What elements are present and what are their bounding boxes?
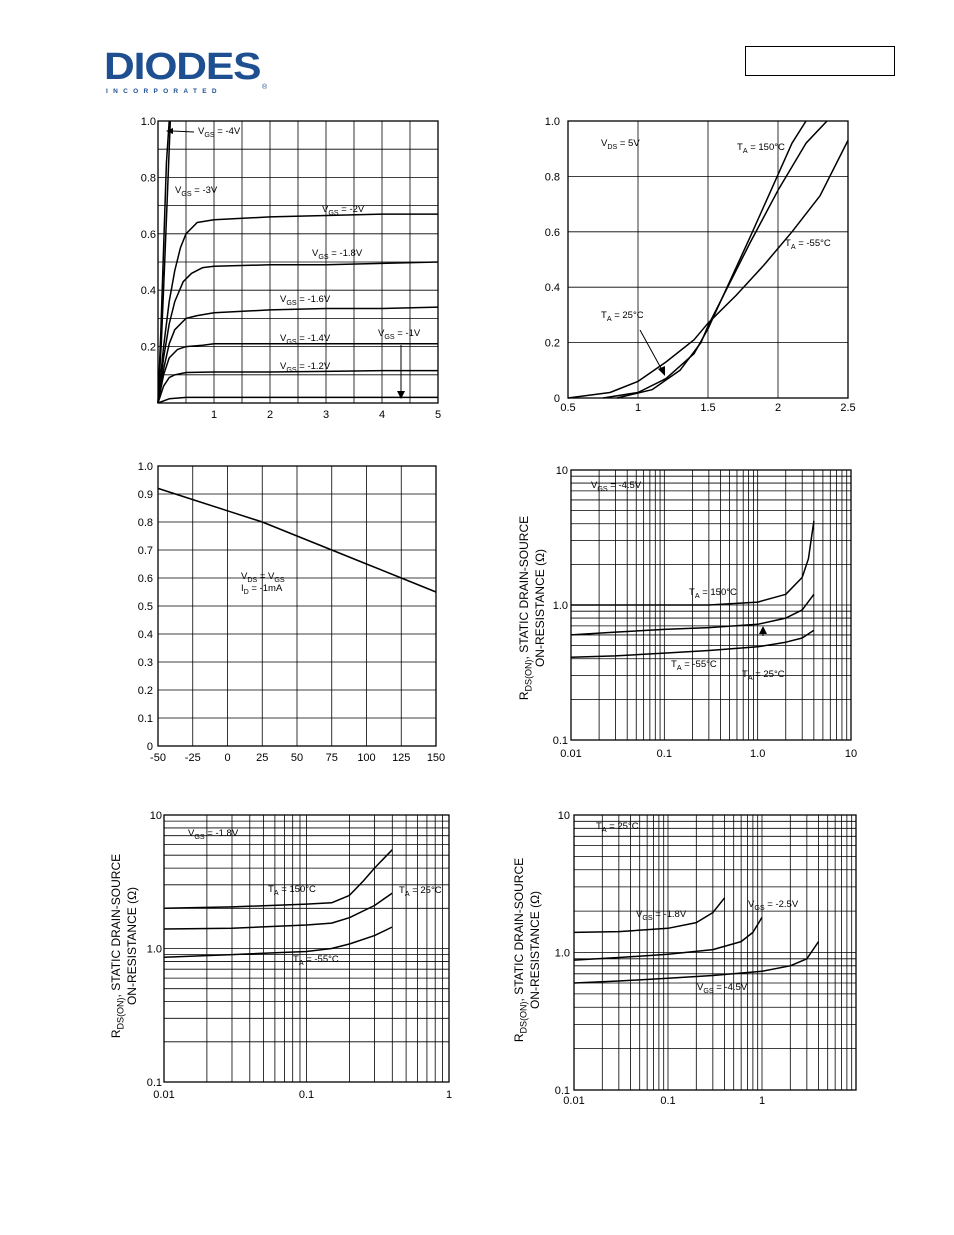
annotation-label: $T_A = 25^\circ C$	[742, 669, 785, 682]
y-tick-label: 0.1	[137, 713, 153, 725]
y-tick-label: 10	[557, 810, 570, 822]
annotation-label: $V_{GS} = -1.4V$	[280, 333, 331, 346]
x-tick-label: 1.5	[700, 402, 716, 414]
y-tick-label: 0.3	[137, 657, 153, 669]
y-tick-label: 0.8	[544, 171, 560, 184]
y-tick-label: 1.0	[146, 943, 162, 956]
chart-3	[138, 461, 445, 764]
annotation-label: $V_{DS} = V_{GS}$	[241, 571, 285, 584]
logo-subtitle: INCORPORATED	[106, 88, 222, 95]
y-tick-label: 0	[553, 393, 560, 405]
annotation-label: $V_{GS} = -3V$	[175, 185, 218, 198]
x-tick-label: 125	[392, 752, 411, 764]
annotation-label: $T_A = -55^\circ C$	[293, 954, 339, 967]
series-line-1	[164, 850, 392, 909]
chart-5	[109, 810, 452, 1101]
y-tick-label: 0.4	[137, 629, 153, 641]
annotation-label: $V_{GS} = -1.2V$	[280, 361, 331, 374]
annotation-label: $V_{GS} = -1.8V$	[636, 909, 687, 922]
annotation-label: $T_A = 25^\circ C$	[399, 885, 442, 898]
y-tick-label: 0.6	[544, 226, 560, 239]
x-tick-label: -50	[150, 752, 166, 764]
y-tick-label: 1.0	[137, 461, 153, 473]
chart-2	[545, 116, 856, 414]
x-tick-label: 2	[266, 409, 274, 421]
series-line-2	[617, 121, 827, 398]
annotation-label: $T_A = -55^\circ C$	[671, 659, 717, 672]
x-tick-label: 0.1	[660, 1095, 676, 1107]
y-tick-label: 0.2	[137, 685, 153, 697]
y-tick-label: 0.6	[140, 228, 156, 241]
annotation-label: $V_{GS} = -1.8V$	[188, 828, 239, 841]
y-axis-label	[109, 854, 139, 1038]
annotation-label: $T_A = 25^\circ C$	[601, 310, 644, 323]
x-tick-label: -25	[184, 752, 201, 764]
x-tick-label: 0.01	[563, 1095, 585, 1107]
chart-2-grid	[568, 121, 848, 398]
y-tick-label: 10	[149, 810, 162, 822]
annotation-label: $T_A = -55^\circ C$	[785, 238, 831, 251]
chart-5-grid	[164, 815, 449, 1082]
y-tick-label: 1.0	[544, 116, 560, 128]
y-tick-label: 0.1	[146, 1077, 162, 1089]
annotation-arrow	[640, 330, 662, 370]
annotation-label: $T_A = 150^\circ C$	[689, 587, 737, 600]
x-tick-label: 0.01	[153, 1089, 175, 1101]
annotation-label: $I_D = -1mA$	[241, 583, 283, 596]
x-tick-label: 1	[210, 409, 218, 421]
x-tick-label: 3	[322, 409, 330, 421]
x-tick-label: 0	[224, 752, 231, 764]
annotation-label: $V_{GS} = -4.5V$	[591, 480, 642, 493]
x-tick-label: 4	[378, 409, 386, 421]
y-tick-label: 1.0	[140, 116, 156, 128]
x-tick-label: 5	[434, 409, 442, 421]
y-tick-label: 0.2	[140, 341, 156, 354]
annotation-arrowhead	[759, 626, 767, 634]
annotation-label: $T_A = 25^\circ C$	[596, 821, 639, 834]
annotation-label: $V_{GS} = -2V$	[322, 204, 365, 217]
y-axis-label-line1: $R_{DS(ON)}$, STATIC DRAIN-SOURCE	[109, 853, 126, 1039]
chart-1	[141, 116, 441, 421]
x-tick-label: 10	[844, 748, 858, 760]
chart-6	[512, 810, 856, 1107]
chart-3-grid	[158, 466, 436, 746]
y-axis-label	[517, 516, 547, 700]
x-tick-label: 75	[325, 752, 338, 764]
y-tick-label: 0.6	[137, 573, 153, 585]
annotation-label: $T_A = 150^\circ C$	[737, 142, 785, 155]
annotation-label: $V_{GS} = -4V$	[198, 126, 241, 139]
annotation-label: $T_A = 150^\circ C$	[268, 884, 316, 897]
series-line-3	[164, 927, 392, 957]
x-tick-label: 2.5	[840, 402, 856, 414]
y-tick-label: 10	[555, 465, 568, 477]
y-tick-label: 0.5	[137, 601, 153, 613]
y-tick-label: 0.8	[137, 517, 153, 529]
y-tick-label: 0.7	[137, 545, 153, 557]
y-tick-label: 0.4	[544, 282, 560, 295]
y-axis-label	[512, 858, 542, 1042]
x-tick-label: 1	[758, 1095, 766, 1107]
annotation-label: $V_{GS} = -2.5V$	[748, 899, 799, 912]
x-tick-label: 1	[634, 402, 642, 414]
annotation-label: $V_{GS} = -1V$	[378, 328, 421, 341]
y-tick-label: 1.0	[552, 600, 568, 612]
series-line-1	[603, 121, 806, 398]
x-tick-label: 0.01	[560, 748, 582, 760]
x-tick-label: 0.5	[560, 402, 576, 414]
y-tick-label: 0.8	[140, 172, 156, 185]
y-tick-label: 0.4	[140, 285, 156, 298]
series-line-2	[164, 893, 392, 929]
x-tick-label: 1.0	[750, 748, 766, 760]
annotation-label: $V_{GS} = -4.5V$	[697, 982, 748, 995]
y-tick-label: 1.0	[554, 947, 570, 960]
x-tick-label: 2	[774, 402, 782, 414]
y-axis-label-line1: $R_{DS(ON)}$, STATIC DRAIN-SOURCE	[512, 857, 529, 1043]
chart-4	[517, 465, 857, 760]
y-tick-label: 0.9	[137, 489, 153, 501]
annotation-label: $V_{GS} = -1.8V$	[312, 248, 363, 261]
annotation-label: $V_{DS} = 5V$	[601, 138, 640, 151]
y-tick-label: 0	[146, 741, 153, 753]
x-tick-label: 25	[256, 752, 269, 764]
y-tick-label: 0.1	[554, 1085, 570, 1097]
y-axis-label-line1: $R_{DS(ON)}$, STATIC DRAIN-SOURCE	[517, 515, 534, 701]
y-axis-label-line2: ON-RESISTANCE (Ω)	[528, 890, 542, 1010]
annotation-arrow	[172, 131, 194, 132]
chart-6-grid	[574, 815, 856, 1090]
x-tick-label: 100	[357, 752, 376, 764]
annotation-label: $V_{GS} = -1.6V$	[280, 294, 331, 307]
x-tick-label: 150	[426, 752, 446, 764]
x-tick-label: 1	[445, 1089, 453, 1101]
y-tick-label: 0.2	[544, 337, 560, 350]
y-axis-label-line2: ON-RESISTANCE (Ω)	[125, 886, 139, 1006]
y-tick-label: 0.1	[552, 735, 568, 747]
logo-wordmark: DIODES	[104, 46, 261, 88]
y-axis-label-line2: ON-RESISTANCE (Ω)	[533, 548, 547, 668]
x-tick-label: 0.1	[298, 1089, 315, 1101]
x-tick-label: 0.1	[656, 748, 672, 760]
logo-registered-mark: ®	[262, 84, 268, 91]
x-tick-label: 50	[290, 752, 304, 764]
